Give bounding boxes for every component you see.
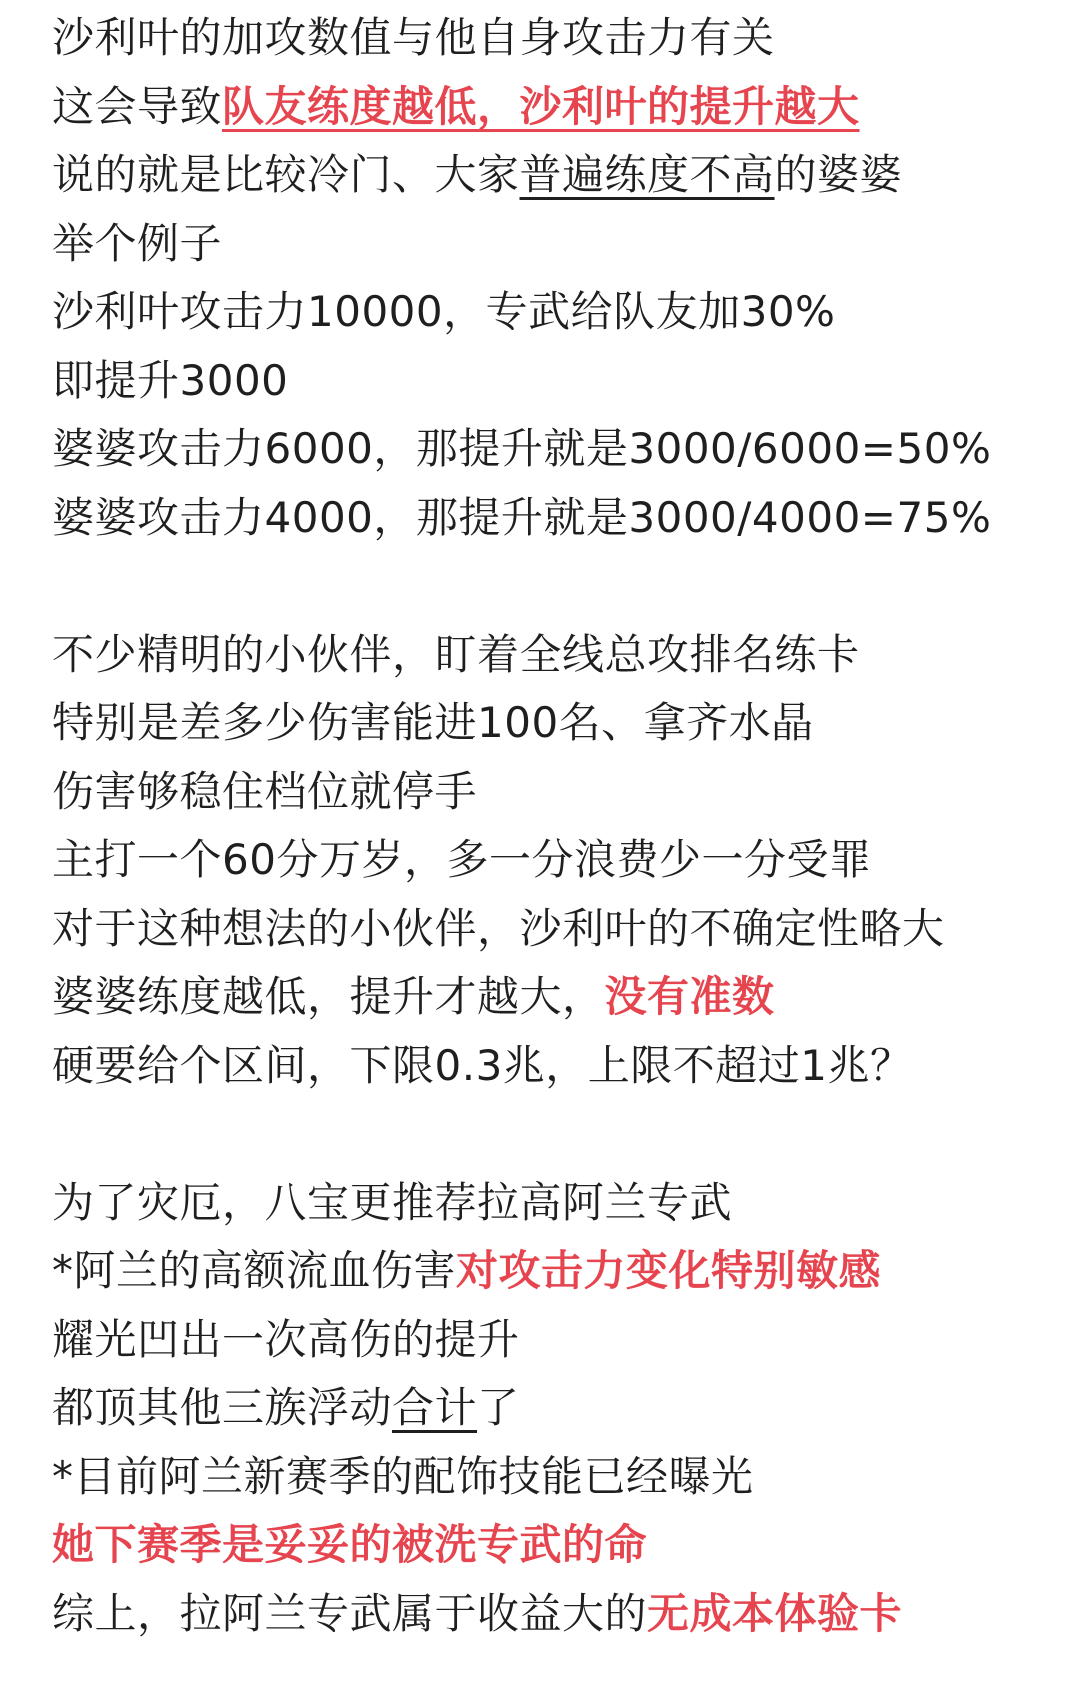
text-line bbox=[52, 895, 1072, 964]
text-span: 沙利叶攻击力10000，专武给队友加30% bbox=[52, 287, 836, 336]
text-span: 为了灾厄，八宝更推荐拉高阿兰专武 bbox=[52, 1177, 733, 1227]
text-span: 说的就是比较冷门、大家 bbox=[52, 150, 520, 199]
underlined-text: 普遍练度不高 bbox=[519, 150, 775, 199]
text-span: *目前阿兰新赛季的配饰技能已经曝光 bbox=[52, 1451, 754, 1501]
text-span: 都顶其他三族浮动 bbox=[52, 1383, 393, 1432]
highlight-text: 没有准数 bbox=[604, 972, 775, 1021]
text-line bbox=[52, 4, 1072, 73]
text-span: 主打一个60分万岁，多一分浪费少一分受罪 bbox=[52, 835, 872, 884]
text-line bbox=[52, 415, 1072, 484]
text-span: 婆婆攻击力4000，那提升就是3000/4000=75% bbox=[52, 492, 992, 542]
highlight-text: 她下赛季是妥妥的被洗专武的命 bbox=[52, 1520, 648, 1569]
underlined-text: 合计 bbox=[392, 1383, 478, 1432]
text-span: 耀光凹出一次高伤的提升 bbox=[52, 1314, 520, 1364]
highlight-text: 对攻击力变化特别敏感 bbox=[456, 1246, 882, 1295]
text-span: 伤害够稳住档位就停手 bbox=[52, 766, 478, 816]
article-text bbox=[52, 4, 1072, 1648]
paragraph-gap bbox=[52, 552, 1072, 621]
text-line bbox=[52, 1511, 1072, 1580]
text-line bbox=[52, 1306, 1072, 1375]
text-line bbox=[52, 141, 1072, 210]
text-line bbox=[52, 278, 1072, 347]
text-line bbox=[52, 1580, 1072, 1649]
text-line bbox=[52, 210, 1072, 279]
text-line bbox=[52, 758, 1072, 827]
text-line bbox=[52, 1032, 1072, 1101]
text-span: 综上，拉阿兰专武属于收益大的 bbox=[52, 1588, 648, 1638]
text-span: 沙利叶的加攻数值与他自身攻击力有关 bbox=[52, 13, 775, 62]
text-line bbox=[52, 1374, 1072, 1443]
text-span: 对于这种想法的小伙伴，沙利叶的不确定性略大 bbox=[52, 903, 945, 953]
text-span: 了 bbox=[477, 1383, 520, 1432]
text-span: 不少精明的小伙伴，盯着全线总攻排名练卡 bbox=[52, 629, 860, 679]
highlight-text: 无成本体验卡 bbox=[647, 1588, 903, 1638]
text-span: 举个例子 bbox=[52, 218, 223, 268]
text-span: 特别是差多少伤害能进100名、拿齐水晶 bbox=[52, 698, 814, 747]
text-line bbox=[52, 826, 1072, 895]
text-line bbox=[52, 1169, 1072, 1238]
text-line bbox=[52, 621, 1072, 690]
paragraph-gap bbox=[52, 1100, 1072, 1169]
text-line bbox=[52, 689, 1072, 758]
text-span: 婆婆练度越低，提升才越大， bbox=[52, 972, 605, 1021]
text-line bbox=[52, 484, 1072, 553]
text-span: 婆婆攻击力6000，那提升就是3000/6000=50% bbox=[52, 424, 992, 473]
text-span: 即提升3000 bbox=[52, 355, 289, 405]
text-span: *阿兰的高额流血伤害 bbox=[52, 1246, 457, 1295]
text-span: 这会导致 bbox=[52, 81, 223, 131]
text-line bbox=[52, 963, 1072, 1032]
text-span: 的婆婆 bbox=[774, 150, 903, 199]
text-line bbox=[52, 1237, 1072, 1306]
highlight-underlined-text: 队友练度越低，沙利叶的提升越大 bbox=[222, 81, 860, 131]
text-span: 硬要给个区间，下限0.3兆，上限不超过1兆？ bbox=[52, 1040, 913, 1090]
text-line bbox=[52, 1443, 1072, 1512]
text-line bbox=[52, 347, 1072, 416]
text-line bbox=[52, 73, 1072, 142]
